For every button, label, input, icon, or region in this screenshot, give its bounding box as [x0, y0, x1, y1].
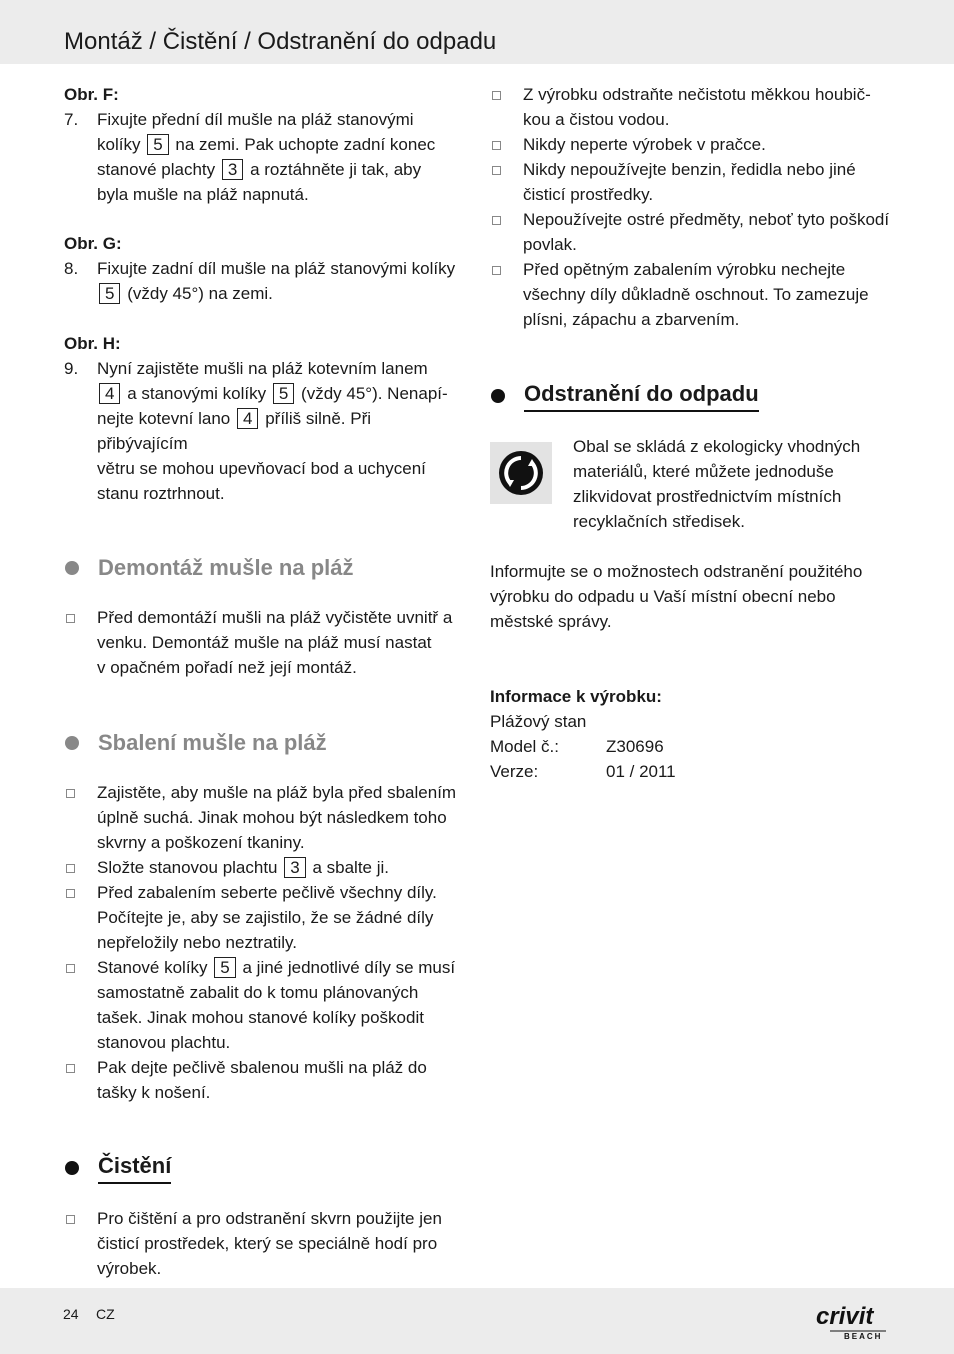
- language-code: CZ: [96, 1306, 115, 1322]
- step-8: 8. Fixujte zadní díl mušle na pláž stanovými kolíky 5 (vždy 45°) na zemi.: [64, 259, 456, 303]
- page-title: Montáž / Čistění / Odstranění do odpadu: [64, 28, 497, 55]
- checkbox-bullet-icon: [64, 605, 97, 680]
- product-name: Plážový stan: [490, 712, 587, 731]
- list-item: Před opětným zabalením výrobku nechejte všechny díly důkladně oschnout. To zamezuje plísni, zápachu a zbarvením.: [490, 257, 892, 332]
- bullet-dot-icon: [65, 1161, 79, 1175]
- section-heading-cisteni: Čistění: [64, 1151, 466, 1184]
- list-item: Zajistěte, aby mušle na pláž byla před sbalením úplně suchá. Jinak mohou být následkem toho skvrny a poškození tkaniny.: [64, 780, 466, 855]
- part-ref-box: 5: [214, 957, 235, 978]
- list-item: Před zabalením seberte pečlivě všechny díly. Počítejte je, aby se zajistilo, že se žádné díly nepřeložily nebo neztratily.: [64, 880, 466, 955]
- part-ref-box: 4: [99, 383, 120, 404]
- page-footer: [0, 1288, 954, 1354]
- fig-f-label: Obr. F:: [64, 85, 119, 104]
- list-item: Nikdy nepoužívejte benzin, ředidla nebo jiné čisticí prostředky.: [490, 157, 892, 207]
- list-item: Z výrobku odstraňte nečistotu měkkou houbič- kou a čistou vodou.: [490, 82, 892, 132]
- left-column: [64, 82, 466, 1281]
- list-item: Složte stanovou plachtu 3 a sbalte ji.: [64, 855, 466, 880]
- section-heading-odpad: Odstranění do odpadu: [490, 379, 892, 412]
- checkbox-bullet-icon: [64, 880, 97, 955]
- bullet-dot-icon: [65, 736, 79, 750]
- checkbox-bullet-icon: [490, 207, 523, 257]
- part-ref-box: 3: [222, 159, 243, 180]
- list-item: Pro čištění a pro odstranění skvrn použijte jen čisticí prostředek, který se speciálně hodí pro výrobek.: [64, 1206, 466, 1281]
- checkbox-bullet-icon: [64, 780, 97, 855]
- part-ref-box: 5: [273, 383, 294, 404]
- part-ref-box: 3: [284, 857, 305, 878]
- version-row: Verze: 01 / 2011: [490, 762, 676, 781]
- checkbox-bullet-icon: [64, 855, 97, 880]
- page-number: 24: [63, 1306, 79, 1322]
- crivit-beach-logo: [814, 1302, 890, 1347]
- list-item: Před demontáží mušli na pláž vyčistěte uvnitř a venku. Demontáž mušle na pláž musí nastat v opačném pořadí než její montáž.: [64, 605, 466, 680]
- list-item: Nikdy neperte výrobek v pračce.: [490, 132, 892, 157]
- section-heading-sbaleni: Sbalení mušle na pláž: [64, 728, 466, 758]
- checkbox-bullet-icon: [490, 157, 523, 207]
- step-9: 9. Nyní zajistěte mušli na pláž kotevním lanem 4 a stanovými kolíky 5 (vždy 45°). Nenapí- nejte kotevní lano 4 příliš silně. Při přibývajícím větru se mohou upevňovací bod a uchycení stanu roztrhnout.: [64, 359, 448, 503]
- part-ref-box: 5: [147, 134, 168, 155]
- checkbox-bullet-icon: [490, 82, 523, 132]
- step-7: 7. Fixujte přední díl mušle na pláž stanovými kolíky 5 na zemi. Pak uchopte zadní konec stanové plachty 3 a roztáhněte ji tak, aby byla mušle na pláž napnutá.: [64, 110, 436, 204]
- fig-g-label: Obr. G:: [64, 234, 122, 253]
- recycling-note: Obal se skládá z ekologicky vhodných materiálů, které můžete jednoduše zlikvidovat prostřednictvím místních recyklačních středisek.: [490, 434, 892, 534]
- list-item: Nepoužívejte ostré předměty, neboť tyto poškodí povlak.: [490, 207, 892, 257]
- disposal-paragraph: Informujte se o možnostech odstranění použitého výrobku do odpadu u Vaší místní obecní nebo městské správy.: [490, 562, 863, 631]
- model-row: Model č.: Z30696: [490, 737, 664, 756]
- svg-text:crivit: crivit: [816, 1303, 874, 1330]
- product-info-label: Informace k výrobku:: [490, 687, 662, 706]
- list-item: Pak dejte pečlivě sbalenou mušli na pláž do tašky k nošení.: [64, 1055, 466, 1105]
- page-header: [0, 0, 954, 64]
- part-ref-box: 5: [99, 283, 120, 304]
- checkbox-bullet-icon: [64, 955, 97, 1055]
- green-dot-recycling-icon: [490, 442, 552, 504]
- checkbox-bullet-icon: [64, 1206, 97, 1281]
- list-item: Stanové kolíky 5 a jiné jednotlivé díly se musí samostatně zabalit do k tomu plánovaných tašek. Jinak mohou stanové kolíky poškodit stanovou plachtu.: [64, 955, 466, 1055]
- part-ref-box: 4: [237, 408, 258, 429]
- section-heading-demontaz: Demontáž mušle na pláž: [64, 553, 466, 583]
- right-column: [490, 82, 892, 784]
- checkbox-bullet-icon: [64, 1055, 97, 1105]
- checkbox-bullet-icon: [490, 132, 523, 157]
- fig-h-label: Obr. H:: [64, 334, 121, 353]
- svg-text:BEACH: BEACH: [844, 1332, 883, 1341]
- checkbox-bullet-icon: [490, 257, 523, 332]
- bullet-dot-icon: [491, 389, 505, 403]
- bullet-dot-icon: [65, 561, 79, 575]
